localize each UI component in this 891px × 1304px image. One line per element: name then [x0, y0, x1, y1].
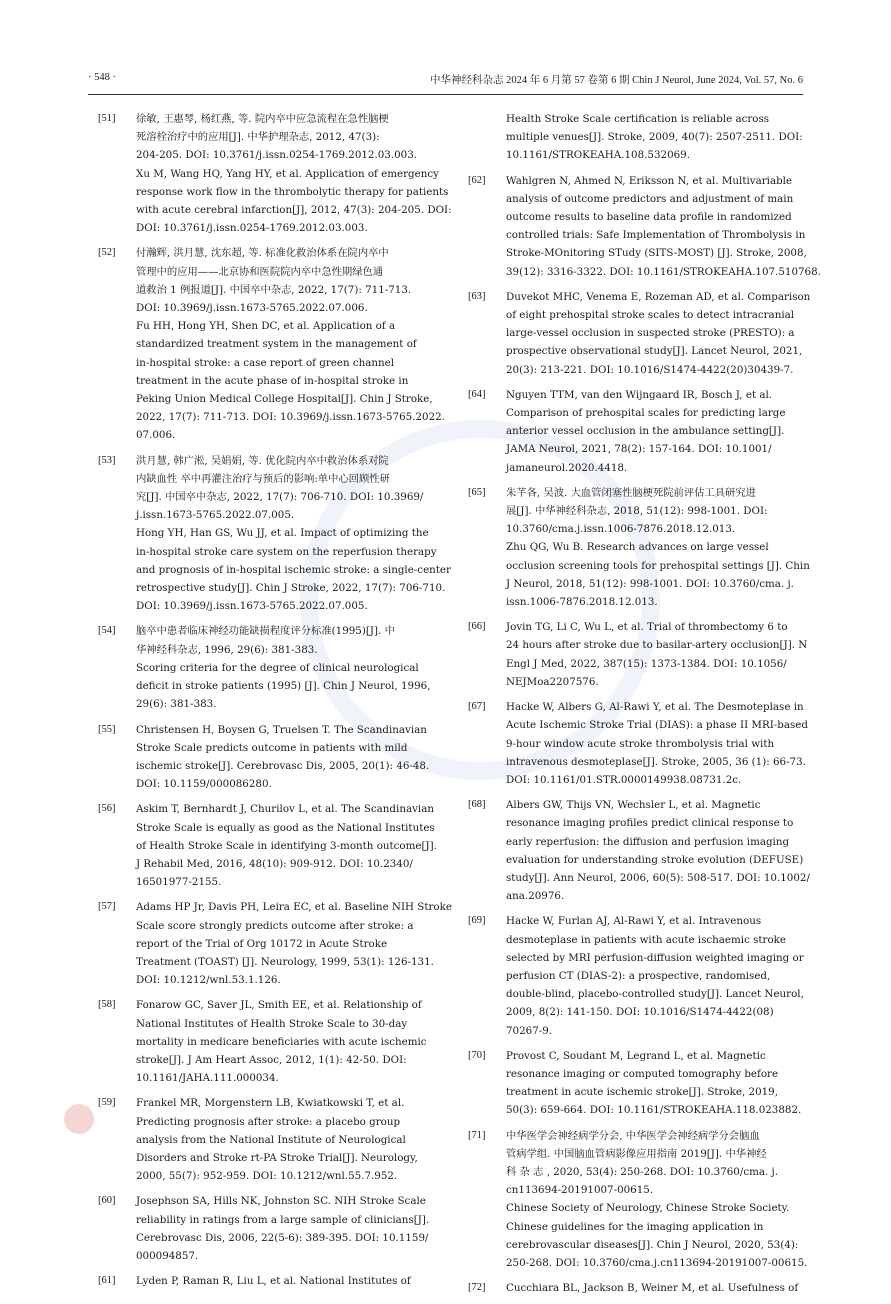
reference-number: [52] [98, 247, 116, 259]
reference-line: prospective observational study[J]. Lancet Neurol, 2021, [506, 345, 803, 358]
reference-line: 究[J]. 中国卒中杂志, 2022, 17(7): 706-710. DOI: 10.3969/ [136, 491, 424, 504]
reference-line: and prognosis of in-hospital ischemic stroke: a single-center [136, 563, 451, 576]
reference-line: 朱芊各, 吴波. 大血管闭塞性脑梗死院前评估工具研究进 [506, 486, 756, 499]
reference-line: 2000, 55(7): 952-959. DOI: 10.1212/wnl.55.7.952. [136, 1170, 398, 1183]
reference-line: Scale score strongly predicts outcome after stroke: a [136, 919, 414, 932]
reference-line: Hong YH, Han GS, Wu JJ, et al. Impact of optimizing the [136, 527, 429, 540]
reference-line: resonance imaging or computed tomography before [506, 1067, 779, 1080]
reference-line: in-hospital stroke: a case report of green channel [136, 356, 395, 369]
reference-line: 2022, 17(7): 711-713. DOI: 10.3969/j.issn.1673-5765.2022. [136, 411, 445, 424]
reference-entry [468, 912, 804, 1039]
reference-entry [98, 452, 451, 616]
reference-line: mortality in medicare beneficiaries with acute ischemic [136, 1035, 427, 1048]
reference-line: multiple venues[J]. Stroke, 2009, 40(7): 2507-2511. DOI: [506, 131, 803, 144]
reference-line: 中华医学会神经病学分会, 中华医学会神经病学分会脑血 [506, 1129, 760, 1142]
reference-line: deficit in stroke patients (1995) [J]. Chin J Neurol, 1996, [136, 680, 431, 693]
reference-number: [67] [468, 701, 486, 713]
reference-line: 000094857. [136, 1249, 199, 1262]
reference-number: [59] [98, 1097, 116, 1109]
reference-entry [468, 796, 810, 905]
reference-line: Fonarow GC, Saver JL, Smith EE, et al. Relationship of [136, 999, 422, 1012]
reference-number: [71] [468, 1129, 486, 1141]
reference-line: Chinese Society of Neurology, Chinese Stroke Society. [506, 1202, 790, 1215]
reference-number: [61] [98, 1275, 116, 1287]
reference-line: perfusion CT (DIAS-2): a prospective, randomised, [506, 969, 771, 982]
reference-line: large-vessel occlusion in suspected stroke (PRESTO): a [506, 327, 795, 340]
reference-line: evaluation for understanding stroke evolution (DEFUSE) [506, 853, 804, 866]
reference-entry [98, 110, 452, 237]
reference-number: [68] [468, 799, 486, 811]
reference-line: Acute Ischemic Stroke Trial (DIAS): a phase II MRI-based [506, 719, 808, 732]
reference-line: 24 hours after stroke due to basilar-artery occlusion[J]. N [506, 639, 808, 652]
reference-line: DOI: 10.1212/wnl.53.1.126. [136, 974, 281, 987]
reference-line: Fu HH, Hong YH, Shen DC, et al. Application of a [136, 320, 396, 333]
reference-line: National Institutes of Health Stroke Scale to 30-day [136, 1017, 408, 1030]
reference-line: 29(6): 381-383. [136, 698, 217, 711]
reference-number: [54] [98, 625, 116, 637]
reference-line: Duvekot MHC, Venema E, Rozeman AD, et al. Comparison [506, 290, 811, 303]
reference-line: 39(12): 3316-3322. DOI: 10.1161/STROKEAHA.107.510768. [506, 265, 821, 278]
reference-number: [58] [98, 999, 116, 1011]
reference-line: 死溶栓治疗中的应用[J]. 中华护理杂志, 2012, 47(3): [136, 131, 380, 144]
reference-number: [51] [98, 113, 116, 124]
reference-line: analysis from the National Institute of Neurological [136, 1133, 406, 1146]
reference-number: [69] [468, 915, 486, 927]
reference-line: with acute cerebral infarction[J], 2012, 47(3): 204-205. DOI: [136, 204, 452, 217]
reference-entry [468, 618, 808, 691]
reference-line: stroke[J]. J Am Heart Assoc, 2012, 1(1): 42-50. DOI: [136, 1053, 407, 1066]
reference-line: retrospective study[J]. Chin J Stroke, 2022, 17(7): 706-710. [136, 582, 446, 595]
reference-column-right [468, 110, 821, 1304]
reference-line: Adams HP Jr, Davis PH, Leira EC, et al. Baseline NIH Stroke [136, 901, 452, 914]
reference-line: 07.006. [136, 429, 176, 442]
reference-line: 内缺血性 卒中再灌注治疗与预后的影响:单中心回顾性研 [136, 472, 390, 485]
reference-line: 脑卒中患者临床神经功能缺损程度评分标准(1995)[J]. 中 [136, 625, 395, 638]
reference-line: occlusion screening tools for prehospital settings [J]. Chin [506, 559, 810, 572]
reference-line: Lyden P, Raman R, Liu L, et al. National Institutes of [136, 1275, 411, 1288]
reference-line: DOI: 10.1161/01.STR.0000149938.08731.2c. [506, 773, 742, 786]
reference-line: Christensen H, Boysen G, Truelsen T. The Scandinavian [136, 723, 427, 736]
reference-line: DOI: 10.3969/j.issn.1673-5765.2022.07.006. [136, 302, 368, 315]
reference-line: Hacke W, Albers G, Al-Rawi Y, et al. The Desmoteplase in [506, 701, 804, 714]
reference-entry [468, 386, 790, 477]
reference-line: JAMA Neurol, 2021, 78(2): 157-164. DOI: 10.1001/ [506, 443, 772, 456]
reference-line: of Health Stroke Scale in identifying 3-month outcome[J]. [136, 839, 437, 852]
reference-line: Jovin TG, Li C, Wu L, et al. Trial of thrombectomy 6 to [506, 621, 788, 634]
reference-line: standardized treatment system in the management of [136, 338, 417, 351]
reference-entry [468, 1047, 802, 1120]
reference-entry [468, 110, 803, 165]
reference-line: 70267-9. [506, 1024, 553, 1037]
journal-title: 中华神经科杂志 2024 年 6 月第 57 卷第 6 期 Chin J Neurol, June 2024, Vol. 57, No. 6 [430, 75, 803, 86]
reference-line: Stroke Scale predicts outcome in patients with mild [136, 741, 408, 754]
reference-entry [468, 288, 811, 379]
reference-line: J Rehabil Med, 2016, 48(10): 909-912. DOI: 10.2340/ [136, 857, 413, 870]
reference-line: Provost C, Soudant M, Legrand L, et al. Magnetic [506, 1049, 766, 1062]
reference-line: 科 杂 志 , 2020, 53(4): 250-268. DOI: 10.3760/cma. j. [506, 1165, 779, 1178]
header-rule [88, 94, 803, 95]
reference-line: treatment in acute ischemic stroke[J]. Stroke, 2019, [506, 1086, 778, 1099]
reference-column-left [98, 110, 452, 1297]
reference-line: Chinese guidelines for the imaging application in [506, 1220, 764, 1233]
reference-line: 洪月慧, 韩广淞, 吴娟娟, 等. 优化院内卒中救治体系对院 [136, 454, 389, 467]
reference-line: treatment in the acute phase of in-hospital stroke in [136, 374, 409, 387]
reference-line: jamaneurol.2020.4418. [506, 461, 628, 474]
reference-line: 250-268. DOI: 10.3760/cma.j.cn113694-20191007-00615. [506, 1256, 808, 1269]
reference-line: Stroke-MOnitoring STudy (SITS-MOST) [J]. Stroke, 2008, [506, 247, 807, 260]
reference-line: Josephson SA, Hills NK, Johnston SC. NIH Stroke Scale [136, 1195, 426, 1208]
reference-line: 展[J]. 中华神经科杂志, 2018, 51(12): 998-1001. DOI: [506, 505, 768, 518]
reference-number: [65] [468, 486, 486, 498]
reference-line: ischemic stroke[J]. Cerebrovasc Dis, 2005, 20(1): 46-48. [136, 759, 430, 772]
reference-line: DOI: 10.3761/j.issn.0254-1769.2012.03.003. [136, 222, 368, 235]
reference-line: controlled trials: Safe Implementation of Thrombolysis in [506, 229, 806, 242]
reference-line: Askim T, Bernhardt J, Churilov L, et al. The Scandinavian [136, 803, 434, 816]
reference-number: [57] [98, 901, 116, 913]
reference-line: study[J]. Ann Neurol, 2006, 60(5): 508-517. DOI: 10.1002/ [506, 871, 810, 884]
reference-number: [70] [468, 1049, 486, 1061]
reference-line: 20(3): 213-221. DOI: 10.1016/S1474-4422(20)30439-7. [506, 363, 794, 376]
reference-line: cerebrovascular diseases[J]. Chin J Neurol, 2020, 53(4): [506, 1238, 799, 1251]
reference-line: Predicting prognosis after stroke: a placebo group [136, 1115, 401, 1128]
reference-entry [98, 1192, 430, 1265]
reference-line: Peking Union Medical College Hospital[J]. Chin J Stroke, [136, 393, 433, 406]
reference-line: j.issn.1673-5765.2022.07.005. [136, 509, 295, 522]
reference-entry [98, 800, 437, 891]
reference-line: 管病学组. 中国脑血管病影像应用指南 2019[J]. 中华神经 [506, 1147, 767, 1160]
reference-line: in-hospital stroke care system on the reperfusion therapy [136, 545, 437, 558]
reference-line: ana.20976. [506, 890, 565, 903]
reference-number: [60] [98, 1195, 116, 1207]
reference-entry [468, 1279, 799, 1297]
reference-line: Scoring criteria for the degree of clinical neurological [136, 661, 419, 674]
reference-line: 管理中的应用——北京协和医院院内卒中急性期绿色通 [136, 265, 384, 278]
reference-line: J Neurol, 2018, 51(12): 998-1001. DOI: 10.3760/cma. j. [506, 577, 794, 590]
reference-line: selected by MRI perfusion-diffusion weighted imaging or [506, 951, 804, 964]
reference-line: Cucchiara BL, Jackson B, Weiner M, et al. Usefulness of [506, 1282, 799, 1295]
reference-line: Zhu QG, Wu B. Research advances on large vessel [506, 541, 769, 554]
reference-line: 10.1161/JAHA.111.000034. [136, 1072, 279, 1085]
reference-line: Health Stroke Scale certification is reliable across [506, 113, 770, 125]
reference-entry [98, 996, 427, 1087]
page-header [88, 70, 803, 90]
reference-line: outcome results to baseline data profile in randomized [506, 211, 792, 224]
publisher-logo [64, 1104, 94, 1134]
reference-line: early reperfusion: the diffusion and perfusion imaging [506, 835, 790, 848]
reference-line: double-blind, placebo-controlled study[J]. Lancet Neurol, [506, 988, 804, 1001]
reference-line: Cerebrovasc Dis, 2006, 22(5-6): 389-395. DOI: 10.1159/ [136, 1231, 429, 1244]
reference-line: 16501977-2155. [136, 876, 222, 889]
reference-line: desmoteplase in patients with acute ischaemic stroke [506, 933, 786, 946]
reference-line: Nguyen TTM, van den Wijngaard IR, Bosch J, et al. [506, 388, 773, 401]
reference-entry [98, 898, 452, 989]
reference-entry [468, 698, 808, 789]
reference-line: 10.1161/STROKEAHA.108.532069. [506, 149, 691, 162]
reference-line: Treatment (TOAST) [J]. Neurology, 1999, 53(1): 126-131. [136, 955, 434, 968]
reference-line: Hacke W, Furlan AJ, Al-Rawi Y, et al. Intravenous [506, 915, 762, 928]
reference-number: [66] [468, 621, 486, 633]
reference-line: 10.3760/cma.j.issn.1006-7876.2018.12.013. [506, 523, 736, 536]
reference-entry [468, 172, 821, 281]
reference-line: anterior vessel occlusion in the ambulance setting[J]. [506, 425, 785, 438]
reference-line: Disorders and Stroke rt-PA Stroke Trial[J]. Neurology, [136, 1151, 418, 1164]
reference-line: DOI: 10.1159/000086280. [136, 778, 272, 791]
reference-line: of eight prehospital stroke scales to detect intracranial [506, 309, 795, 322]
reference-line: cn113694-20191007-00615. [506, 1184, 654, 1197]
reference-entry [468, 1127, 808, 1273]
reference-line: Stroke Scale is equally as good as the National Institutes [136, 821, 435, 834]
reference-number: [56] [98, 803, 116, 815]
reference-entry [98, 622, 431, 713]
reference-number: [72] [468, 1282, 486, 1294]
reference-line: 9-hour window acute stroke thrombolysis trial with [506, 737, 775, 750]
page-number: · 548 · [88, 72, 116, 83]
reference-entry [98, 1094, 420, 1185]
reference-line: 50(3): 659-664. DOI: 10.1161/STROKEAHA.118.023882. [506, 1104, 802, 1117]
reference-entry [98, 721, 430, 794]
reference-line: report of the Trial of Org 10172 in Acute Stroke [136, 937, 388, 950]
reference-entry [468, 484, 810, 611]
reference-number: [64] [468, 388, 486, 400]
reference-line: Frankel MR, Morgenstern LB, Kwiatkowski T, et al. [136, 1097, 405, 1110]
reference-number: [53] [98, 454, 116, 466]
reference-line: resonance imaging profiles predict clinical response to [506, 817, 794, 830]
reference-number: [63] [468, 290, 486, 302]
reference-line: 204-205. DOI: 10.3761/j.issn.0254-1769.2012.03.003. [136, 149, 418, 162]
reference-number: [55] [98, 723, 116, 735]
reference-line: 华神经科杂志, 1996, 29(6): 381-383. [136, 643, 318, 656]
reference-line: Xu M, Wang HQ, Yang HY, et al. Application of emergency [136, 167, 439, 180]
reference-line: Albers GW, Thijs VN, Wechsler L, et al. Magnetic [506, 799, 761, 812]
reference-line: 付瀚辉, 洪月慧, 沈东超, 等. 标准化救治体系在院内卒中 [136, 247, 389, 260]
reference-line: Wahlgren N, Ahmed N, Eriksson N, et al. Multivariable [506, 174, 793, 187]
reference-line: 道救治 1 例报道[J]. 中国卒中杂志, 2022, 17(7): 711-713. [136, 283, 412, 296]
reference-number: [62] [468, 174, 486, 186]
reference-line: DOI: 10.3969/j.issn.1673-5765.2022.07.005. [136, 600, 368, 613]
reference-entry [98, 244, 445, 444]
reference-line: 徐敏, 王惠琴, 杨红燕, 等. 院内卒中应急流程在急性脑梗 [136, 113, 389, 125]
reference-line: Engl J Med, 2022, 387(15): 1373-1384. DOI: 10.1056/ [506, 657, 787, 670]
reference-line: analysis of outcome predictors and adjustment of main [506, 192, 794, 205]
reference-line: NEJMoa2207576. [506, 675, 599, 688]
reference-line: issn.1006-7876.2018.12.013. [506, 596, 658, 609]
reference-entry [98, 1272, 420, 1290]
reference-line: reliability in ratings from a large sample of clinicians[J]. [136, 1213, 430, 1226]
reference-line: response work flow in the thrombolytic therapy for patients [136, 185, 449, 198]
reference-line: 2009, 8(2): 141-150. DOI: 10.1016/S1474-4422(08) [506, 1006, 774, 1019]
reference-line: intravenous desmoteplase[J]. Stroke, 2005, 36 (1): 66-73. [506, 755, 806, 768]
reference-line: Comparison of prehospital scales for predicting large [506, 407, 786, 420]
